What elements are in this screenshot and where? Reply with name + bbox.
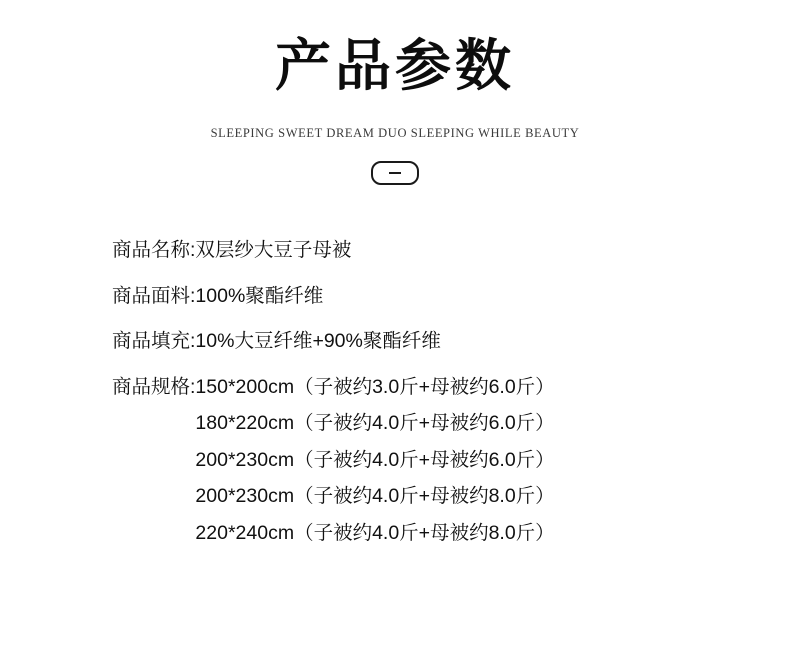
spec-value: 220*240cm（子被约4.0斤+母被约8.0斤） [195,521,555,544]
spec-value: 200*230cm（子被约4.0斤+母被约6.0斤） [195,448,555,471]
pill-dash-inner [389,172,401,174]
pill-dash-icon [371,161,419,185]
spec-label: 商品规格: [112,375,196,398]
spec-value: 200*230cm（子被约4.0斤+母被约8.0斤） [195,485,555,508]
spec-row-name [112,241,790,261]
spec-value: 双层纱大豆子母被 [195,239,352,262]
spec-row-filling [112,332,790,352]
spec-row-size [112,375,790,544]
spec-label: 商品名称: [112,239,196,262]
spec-row-fabric [112,284,790,307]
spec-value: 150*200cm（子被约3.0斤+母被约6.0斤） [195,375,555,398]
spec-value: 10%大豆纤维+90%聚酯纤维 [195,330,441,353]
spec-list [0,241,790,543]
spec-value: 180*220cm（子被约4.0斤+母被约6.0斤） [195,412,555,435]
page-subtitle: SLEEPING SWEET DREAM DUO SLEEPING WHILE BEAUTY [210,126,580,141]
spec-value: 100%聚酯纤维 [195,284,324,307]
page-header [0,0,790,185]
spec-value-group [195,375,555,544]
divider [0,161,790,185]
page-title: 产品参数 [275,34,515,97]
spec-label: 商品面料: [112,284,196,307]
spec-label: 商品填充: [112,330,196,353]
